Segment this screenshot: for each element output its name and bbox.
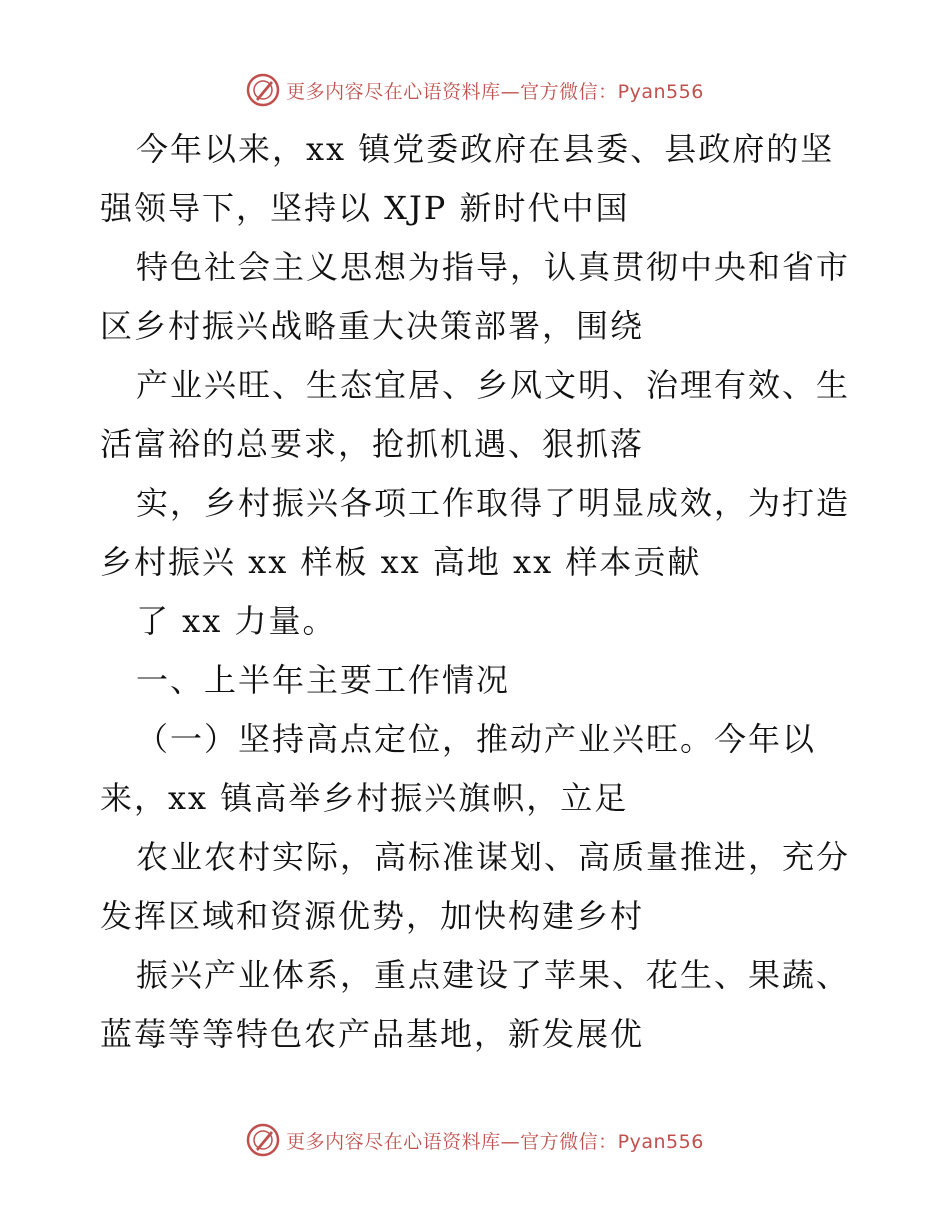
text-line: 振兴产业体系，重点建设了苹果、花生、果蔬、 <box>136 956 851 994</box>
logo-icon <box>246 1123 280 1157</box>
text-line: 农业农村实际，高标准谋划、高质量推进，充分 <box>136 838 851 876</box>
text-line: 实，乡村振兴各项工作取得了明显成效，为打造 <box>136 484 851 522</box>
text-line: 今年以来，xx 镇党委政府在县委、县政府的坚 <box>136 130 835 168</box>
footer-banner-text: 更多内容尽在心语资料库—官方微信：Pyan556 <box>286 1130 704 1153</box>
logo-icon <box>246 73 280 107</box>
text-line: 一、上半年主要工作情况 <box>136 661 511 699</box>
text-line: 发挥区域和资源优势，加快构建乡村 <box>100 897 645 935</box>
text-line: 了 xx 力量。 <box>136 602 337 640</box>
header-banner-text: 更多内容尽在心语资料库—官方微信：Pyan556 <box>286 80 704 103</box>
text-line: 区乡村振兴战略重大决策部署，围绕 <box>100 307 645 345</box>
text-line: 乡村振兴 xx 样板 xx 高地 xx 样本贡献 <box>100 543 702 581</box>
text-line: 强领导下，坚持以 XJP 新时代中国 <box>100 189 630 227</box>
footer-banner <box>0 1120 950 1160</box>
header-banner <box>0 70 950 110</box>
text-line: 来，xx 镇高举乡村振兴旗帜，立足 <box>100 779 629 817</box>
text-line: 活富裕的总要求，抢抓机遇、狠抓落 <box>100 425 645 463</box>
document-body <box>100 120 860 1064</box>
text-line: 产业兴旺、生态宜居、乡风文明、治理有效、生 <box>136 366 851 404</box>
text-line: 特色社会主义思想为指导，认真贯彻中央和省市 <box>136 248 851 286</box>
text-line: 蓝莓等等特色农产品基地，新发展优 <box>100 1015 645 1053</box>
text-line: （一）坚持高点定位，推动产业兴旺。今年以 <box>136 720 817 758</box>
